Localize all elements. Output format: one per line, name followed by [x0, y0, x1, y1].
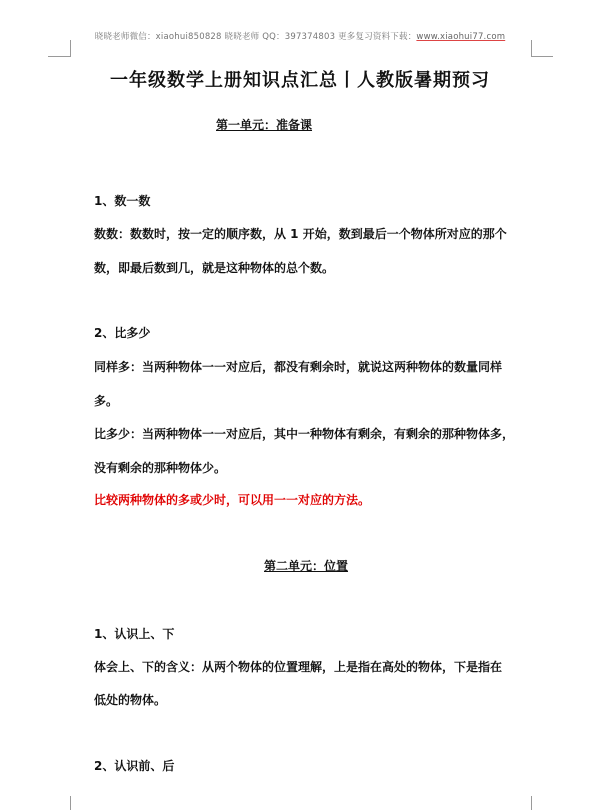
unit2-section1-heading: 1、认识上、下 [94, 627, 175, 641]
unit1-section1-line2: 数，即最后数到几，就是这种物体的总个数。 [94, 261, 335, 275]
page-header [0, 30, 600, 42]
header-text: 晓晓老师微信：xiaohui850828 晓晓老师 QQ：397374803 更多复习资料下载： [94, 32, 417, 42]
unit2-section1-line2: 低处的物体。 [94, 693, 167, 707]
unit1-section1-line1: 数数：数数时，按一定的顺序数，从 1 开始，数到最后一个物体所对应的那个 [94, 227, 507, 241]
unit1-section2-heading: 2、比多少 [94, 326, 151, 340]
unit1-section2-line3: 比多少：当两种物体一一对应后，其中一种物体有剩余，有剩余的那种物体多， [94, 427, 515, 441]
crop-mark-bottom-left [70, 796, 71, 810]
crop-mark-top-right [531, 56, 553, 57]
document-title: 一年级数学上册知识点汇总丨人教版暑期预习 [110, 70, 490, 91]
unit1-title: 第一单元：准备课 [216, 118, 313, 132]
unit1-section2-line1: 同样多：当两种物体一一对应后，都没有剩余时，就说这两种物体的数量同样 [94, 360, 503, 374]
unit2-section1-line1: 体会上、下的含义：从两个物体的位置理解，上是指在高处的物体，下是指在 [94, 660, 503, 674]
crop-mark-bottom-right [531, 796, 532, 810]
unit1-section2-line4: 没有剩余的那种物体少。 [94, 461, 227, 475]
crop-mark-top-left [70, 40, 71, 57]
crop-mark-top-left [48, 56, 70, 57]
header-link[interactable]: www.xiaohui77.com [416, 32, 506, 42]
unit2-title: 第二单元：位置 [264, 559, 349, 573]
crop-mark-top-right [531, 40, 532, 57]
unit1-highlight-note: 比较两种物体的多或少时，可以用一一对应的方法。 [94, 493, 371, 507]
unit1-section1-heading: 1、数一数 [94, 194, 151, 208]
unit2-section2-heading: 2、认识前、后 [94, 759, 175, 773]
unit1-section2-line2: 多。 [94, 394, 119, 408]
